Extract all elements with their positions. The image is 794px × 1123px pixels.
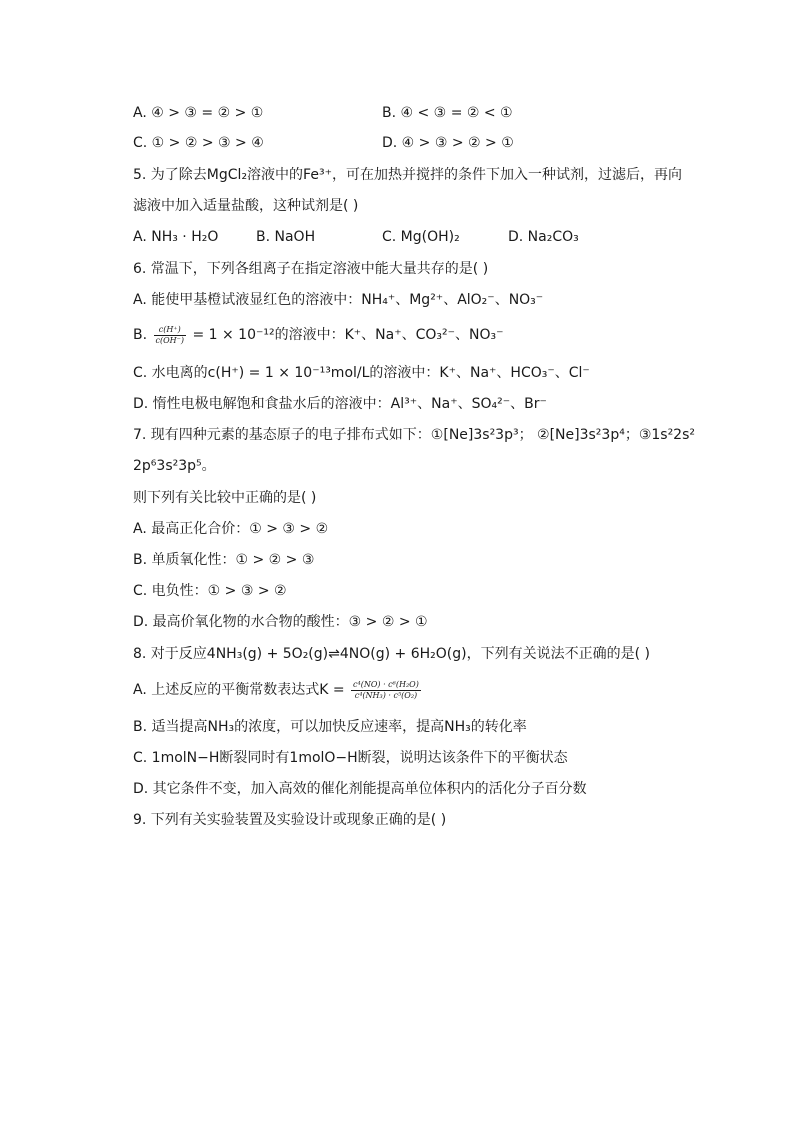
q5-option-c: C. Mg(OH)₂ <box>382 229 460 245</box>
q6-option-b-label: B. <box>133 327 148 343</box>
q4-option-d: D. ④ > ③ > ② > ① <box>382 135 514 151</box>
q6-option-d: D. 惰性电极电解饱和食盐水后的溶液中：Al³⁺、Na⁺、SO₄²⁻、Br⁻ <box>133 396 547 412</box>
q9-stem: 9. 下列有关实验装置及实验设计或现象正确的是( ) <box>133 812 447 828</box>
q6-option-b-denominator: c(OH⁻) <box>155 335 184 345</box>
q5-option-d: D. Na₂CO₃ <box>508 229 579 245</box>
q8-option-a <box>133 676 423 704</box>
q5-option-a: A. NH₃ · H₂O <box>133 229 219 245</box>
q8-option-a-text: A. 上述反应的平衡常数表达式K = <box>133 682 345 698</box>
q5-stem-line2: 滤液中加入适量盐酸，这种试剂是( ) <box>133 198 359 214</box>
q5-option-b: B. NaOH <box>256 229 316 245</box>
q7-option-c: C. 电负性：① > ③ > ② <box>133 583 287 599</box>
q8-option-d: D. 其它条件不变，加入高效的催化剂能提高单位体积内的活化分子百分数 <box>133 781 587 797</box>
q8-option-a-fraction <box>351 680 421 701</box>
q7-option-a: A. 最高正化合价：① > ③ > ② <box>133 521 329 537</box>
q6-stem: 6. 常温下，下列各组离子在指定溶液中能大量共存的是( ) <box>133 261 489 277</box>
q7-option-b: B. 单质氧化性：① > ② > ③ <box>133 552 315 568</box>
q4-option-a: A. ④ > ③ = ② > ① <box>133 105 264 121</box>
q5-stem-line1: 5. 为了除去MgCl₂溶液中的Fe³⁺，可在加热并搅拌的条件下加入一种试剂，过滤后，再向 <box>133 167 682 183</box>
q8-option-a-denominator: c⁴(NH₃) · c⁵(O₂) <box>354 690 418 700</box>
q6-option-c: C. 水电离的c(H⁺) = 1 × 10⁻¹³mol/L的溶液中：K⁺、Na⁺、HCO₃⁻、Cl⁻ <box>133 365 590 381</box>
q6-option-b <box>133 322 504 348</box>
q4-option-b: B. ④ < ③ = ② < ① <box>382 105 513 121</box>
q8-option-a-numerator: c⁴(NO) · c⁶(H₂O) <box>353 679 419 689</box>
q8-stem: 8. 对于反应4NH₃(g) + 5O₂(g)⇌4NO(g) + 6H₂O(g)，下列有关说法不正确的是( ) <box>133 646 650 662</box>
q6-option-b-numerator: c(H⁺) <box>154 325 186 336</box>
q4-option-c: C. ① > ② > ③ > ④ <box>133 135 264 151</box>
q8-option-b: B. 适当提高NH₃的浓度，可以加快反应速率，提高NH₃的转化率 <box>133 719 527 735</box>
q6-option-b-fraction <box>154 325 186 346</box>
q6-option-a: A. 能使甲基橙试液显红色的溶液中：NH₄⁺、Mg²⁺、AlO₂⁻、NO₃⁻ <box>133 292 544 308</box>
q7-option-d: D. 最高价氧化物的水合物的酸性：③ > ② > ① <box>133 614 428 630</box>
q6-option-b-text: = 1 × 10⁻¹²的溶液中：K⁺、Na⁺、CO₃²⁻、NO₃⁻ <box>192 327 504 343</box>
q7-stem-line1: 7. 现有四种元素的基态原子的电子排布式如下：①[Ne]3s²3p³； ②[Ne]3s²3p⁴；③1s²2s² <box>133 427 695 443</box>
q7-stem-line3: 则下列有关比较中正确的是( ) <box>133 490 317 506</box>
q8-option-c: C. 1molN−H断裂同时有1molO−H断裂，说明达该条件下的平衡状态 <box>133 750 568 766</box>
q7-stem-line2: 2p⁶3s²3p⁵。 <box>133 458 216 474</box>
